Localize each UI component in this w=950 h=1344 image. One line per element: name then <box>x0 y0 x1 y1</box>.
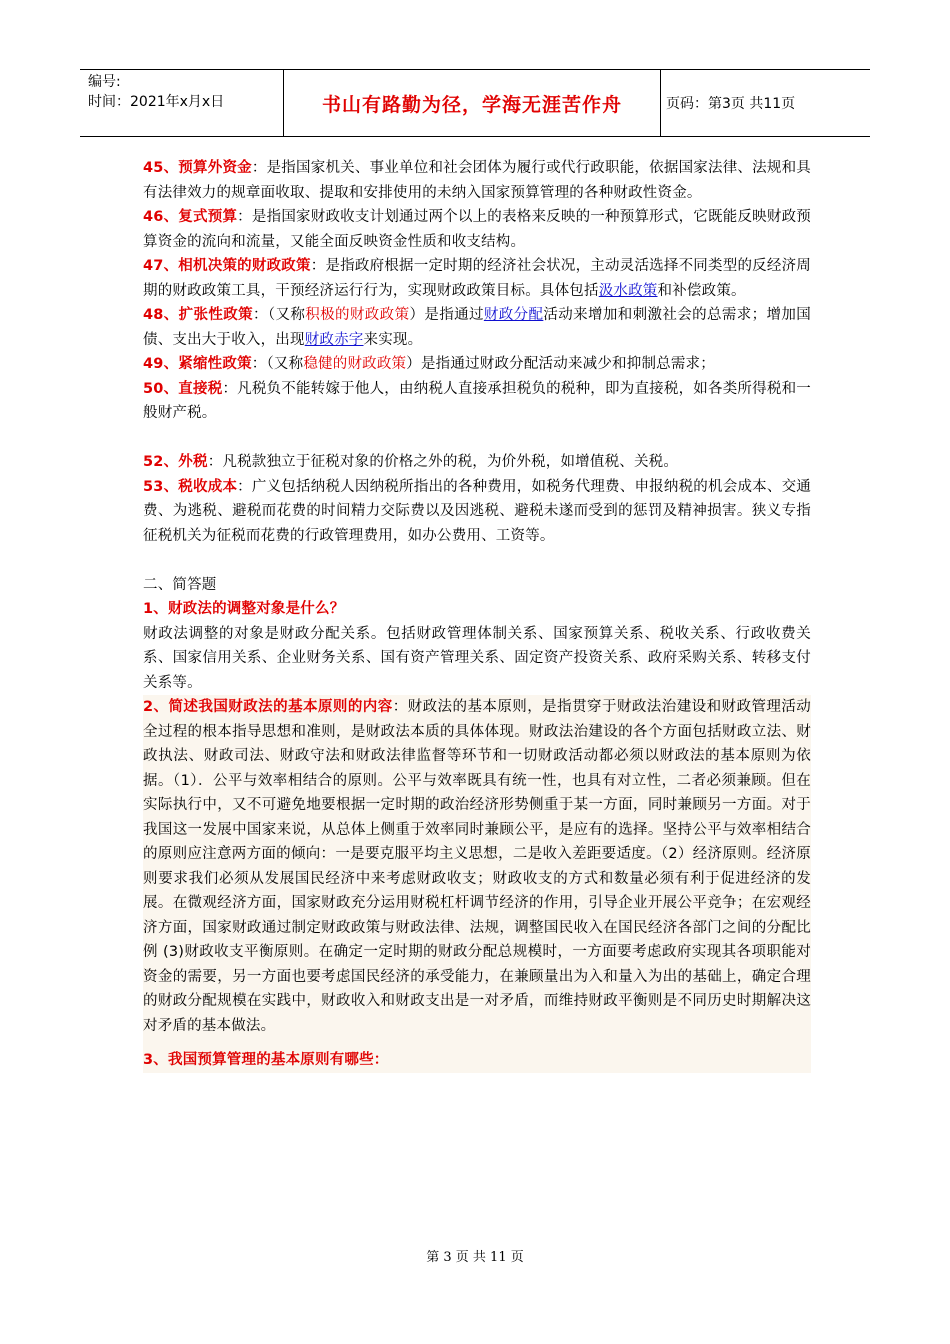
term-definition: ：是指政府根据一定时期的经济社会状况，主动灵活选择不同类型的反经济周期的财政政策工具，干预经济运行行为，实现财政政策目标。具体包括 <box>143 258 812 299</box>
header-left-cell <box>88 72 224 112</box>
item-45 <box>143 156 811 205</box>
header-motto: 书山有路勤为径，学海无涯苦作舟 <box>283 70 661 136</box>
term-definition: ：是指国家财政收支计划通过两个以上的表格来反映的一种预算形式，它既能反映财政预算资金的流向和流量，又能全面反映资金性质和收支结构。 <box>143 209 812 250</box>
term-definition: ：是指国家机关、事业单位和社会团体为履行或代行政职能，依据国家法律、法规和具有法律效力的规章面收取、提取和安排使用的未纳入国家预算管理的各种财政性资金。 <box>143 160 811 201</box>
spacer <box>143 548 811 573</box>
document-time-label: 时间：2021年x月x日 <box>88 94 225 110</box>
header-page-info: 页码：第3页 共11页 <box>666 96 796 112</box>
term-label: 45、预算外资金 <box>143 160 252 176</box>
section-title: 二、简答题 <box>143 576 217 593</box>
document-body <box>143 156 811 1073</box>
question-1-answer: 财政法调整的对象是财政分配关系。包括财政管理体制关系、国家预算关系、税收关系、行政收费关系、国家信用关系、企业财务关系、国有资产管理关系、固定资产投资关系、政府采购关系、转移支付关系等。 <box>143 625 811 691</box>
document-number-label: 编号: <box>88 74 121 90</box>
item-53 <box>143 475 811 549</box>
item-48 <box>143 303 811 352</box>
item-47 <box>143 254 811 303</box>
text-fragment: 活动来增加和刺激社会的总需求；增加国债、支出大于收入，出现 <box>143 307 811 348</box>
link-fiscal-distribution[interactable]: 财政分配 <box>483 307 544 323</box>
term-label: 50、直接税 <box>143 380 223 397</box>
red-term: 积极的财政政策 <box>305 307 410 323</box>
term-label: 49、紧缩性政策 <box>143 356 252 372</box>
question-2-block <box>143 695 811 1073</box>
red-term: 稳健的财政政策 <box>303 356 407 372</box>
text-fragment: ：（又称 <box>253 307 306 323</box>
question-2-answer: ：财政法的基本原则，是指贯穿于财政法治建设和财政管理活动全过程的根本指导思想和准则，是财政法本质的具体体现。财政法治建设的各个方面包括财政立法、财政执法、财政司法、财政守法和财政法律监督等环节和一切财政活动都必须以财政法的基本原则为依据。（1）．公平与效率相结合的原则。公平与效率既具有统一性，也具有对立性，二者必须兼顾。但在实际执行中，又不可避免地要根据一定时期的政治经济形势侧重于某一方面，同时兼顾另一方面。对于我国这一发展中国家来说，从总体上侧重于效率同时兼顾公平，是应有的选择。坚持公平与效率相结合的原则应注意两方面的倾向：一是要克服平均主义思想，二是收入差距要适度。（2）经济原则。经济原则要求我们必须从发展国民经济中来考虑财政收支；财政收支的方式和数量必须有利于促进经济的发展。在微观经济方面，国家财政充分运用财税杠杆调节经济的作用，引导企业开展公平竞争；在宏观经济方面，国家财政通过制定财政政策与财政法律、法规，调整国民收入在国民经济各部门之间的分配比例 (3)财政收支平衡原则。在确定一定时期的财政分配总规模时，一方面要考虑政府实现其各项职能对资金的需要，另一方面也要考虑国民经济的承受能力，在兼顾量出为入和量入为出的基础上，确定合理的财政分配规模在实践中，财政收入和财政支出是一对矛盾，而维持财政平衡则是不同历史时期解决这对矛盾的基本做法。 <box>143 699 811 1034</box>
item-50 <box>143 377 811 426</box>
question-2-title: 2、简述我国财政法的基本原则的内容 <box>143 699 393 715</box>
document-header <box>80 69 870 137</box>
question-3-title: 3、我国预算管理的基本原则有哪些： <box>143 1052 389 1068</box>
text-fragment: 来实现。 <box>363 331 423 348</box>
term-definition: ：凡税款独立于征税对象的价格之外的税，为价外税，如增值税、关税。 <box>207 454 679 470</box>
item-52 <box>143 450 811 475</box>
spacer <box>143 426 811 451</box>
question-1-title: 1、财政法的调整对象是什么？ <box>143 601 345 617</box>
page-footer: 第 3 页 共 11 页 <box>426 1250 524 1265</box>
item-46 <box>143 205 811 254</box>
term-label: 46、复式预算 <box>143 209 238 225</box>
term-definition: ：凡税负不能转嫁于他人，由纳税人直接承担税负的税种，即为直接税，如各类所得税和一般财产税。 <box>143 380 811 421</box>
item-49 <box>143 352 811 377</box>
text-fragment: ：（又称 <box>251 356 304 372</box>
term-label: 47、相机决策的财政政策 <box>143 258 311 274</box>
question-2 <box>143 695 811 1038</box>
term-definition-tail: 和补偿政策。 <box>657 282 746 299</box>
link-fiscal-deficit[interactable]: 财政赤字 <box>304 331 364 348</box>
term-label: 53、税收成本 <box>143 478 238 495</box>
text-fragment: ）是指通过 <box>409 307 484 323</box>
text-fragment: ）是指通过财政分配活动来减少和抑制总需求； <box>406 356 715 372</box>
term-label: 48、扩张性政策 <box>143 307 254 323</box>
link-jishui-policy[interactable]: 汲水政策 <box>598 282 658 299</box>
term-label: 52、外税 <box>143 454 208 470</box>
term-definition: ：广义包括纳税人因纳税所指出的各种费用，如税务代理费、申报纳税的机会成本、交通费、为逃税、避税而花费的时间精力交际费以及因逃税、避税未遂而受到的惩罚及精神损害。狭义专指征税机关为征税而花费的行政管理费用，如办公费用、工资等。 <box>143 478 812 544</box>
